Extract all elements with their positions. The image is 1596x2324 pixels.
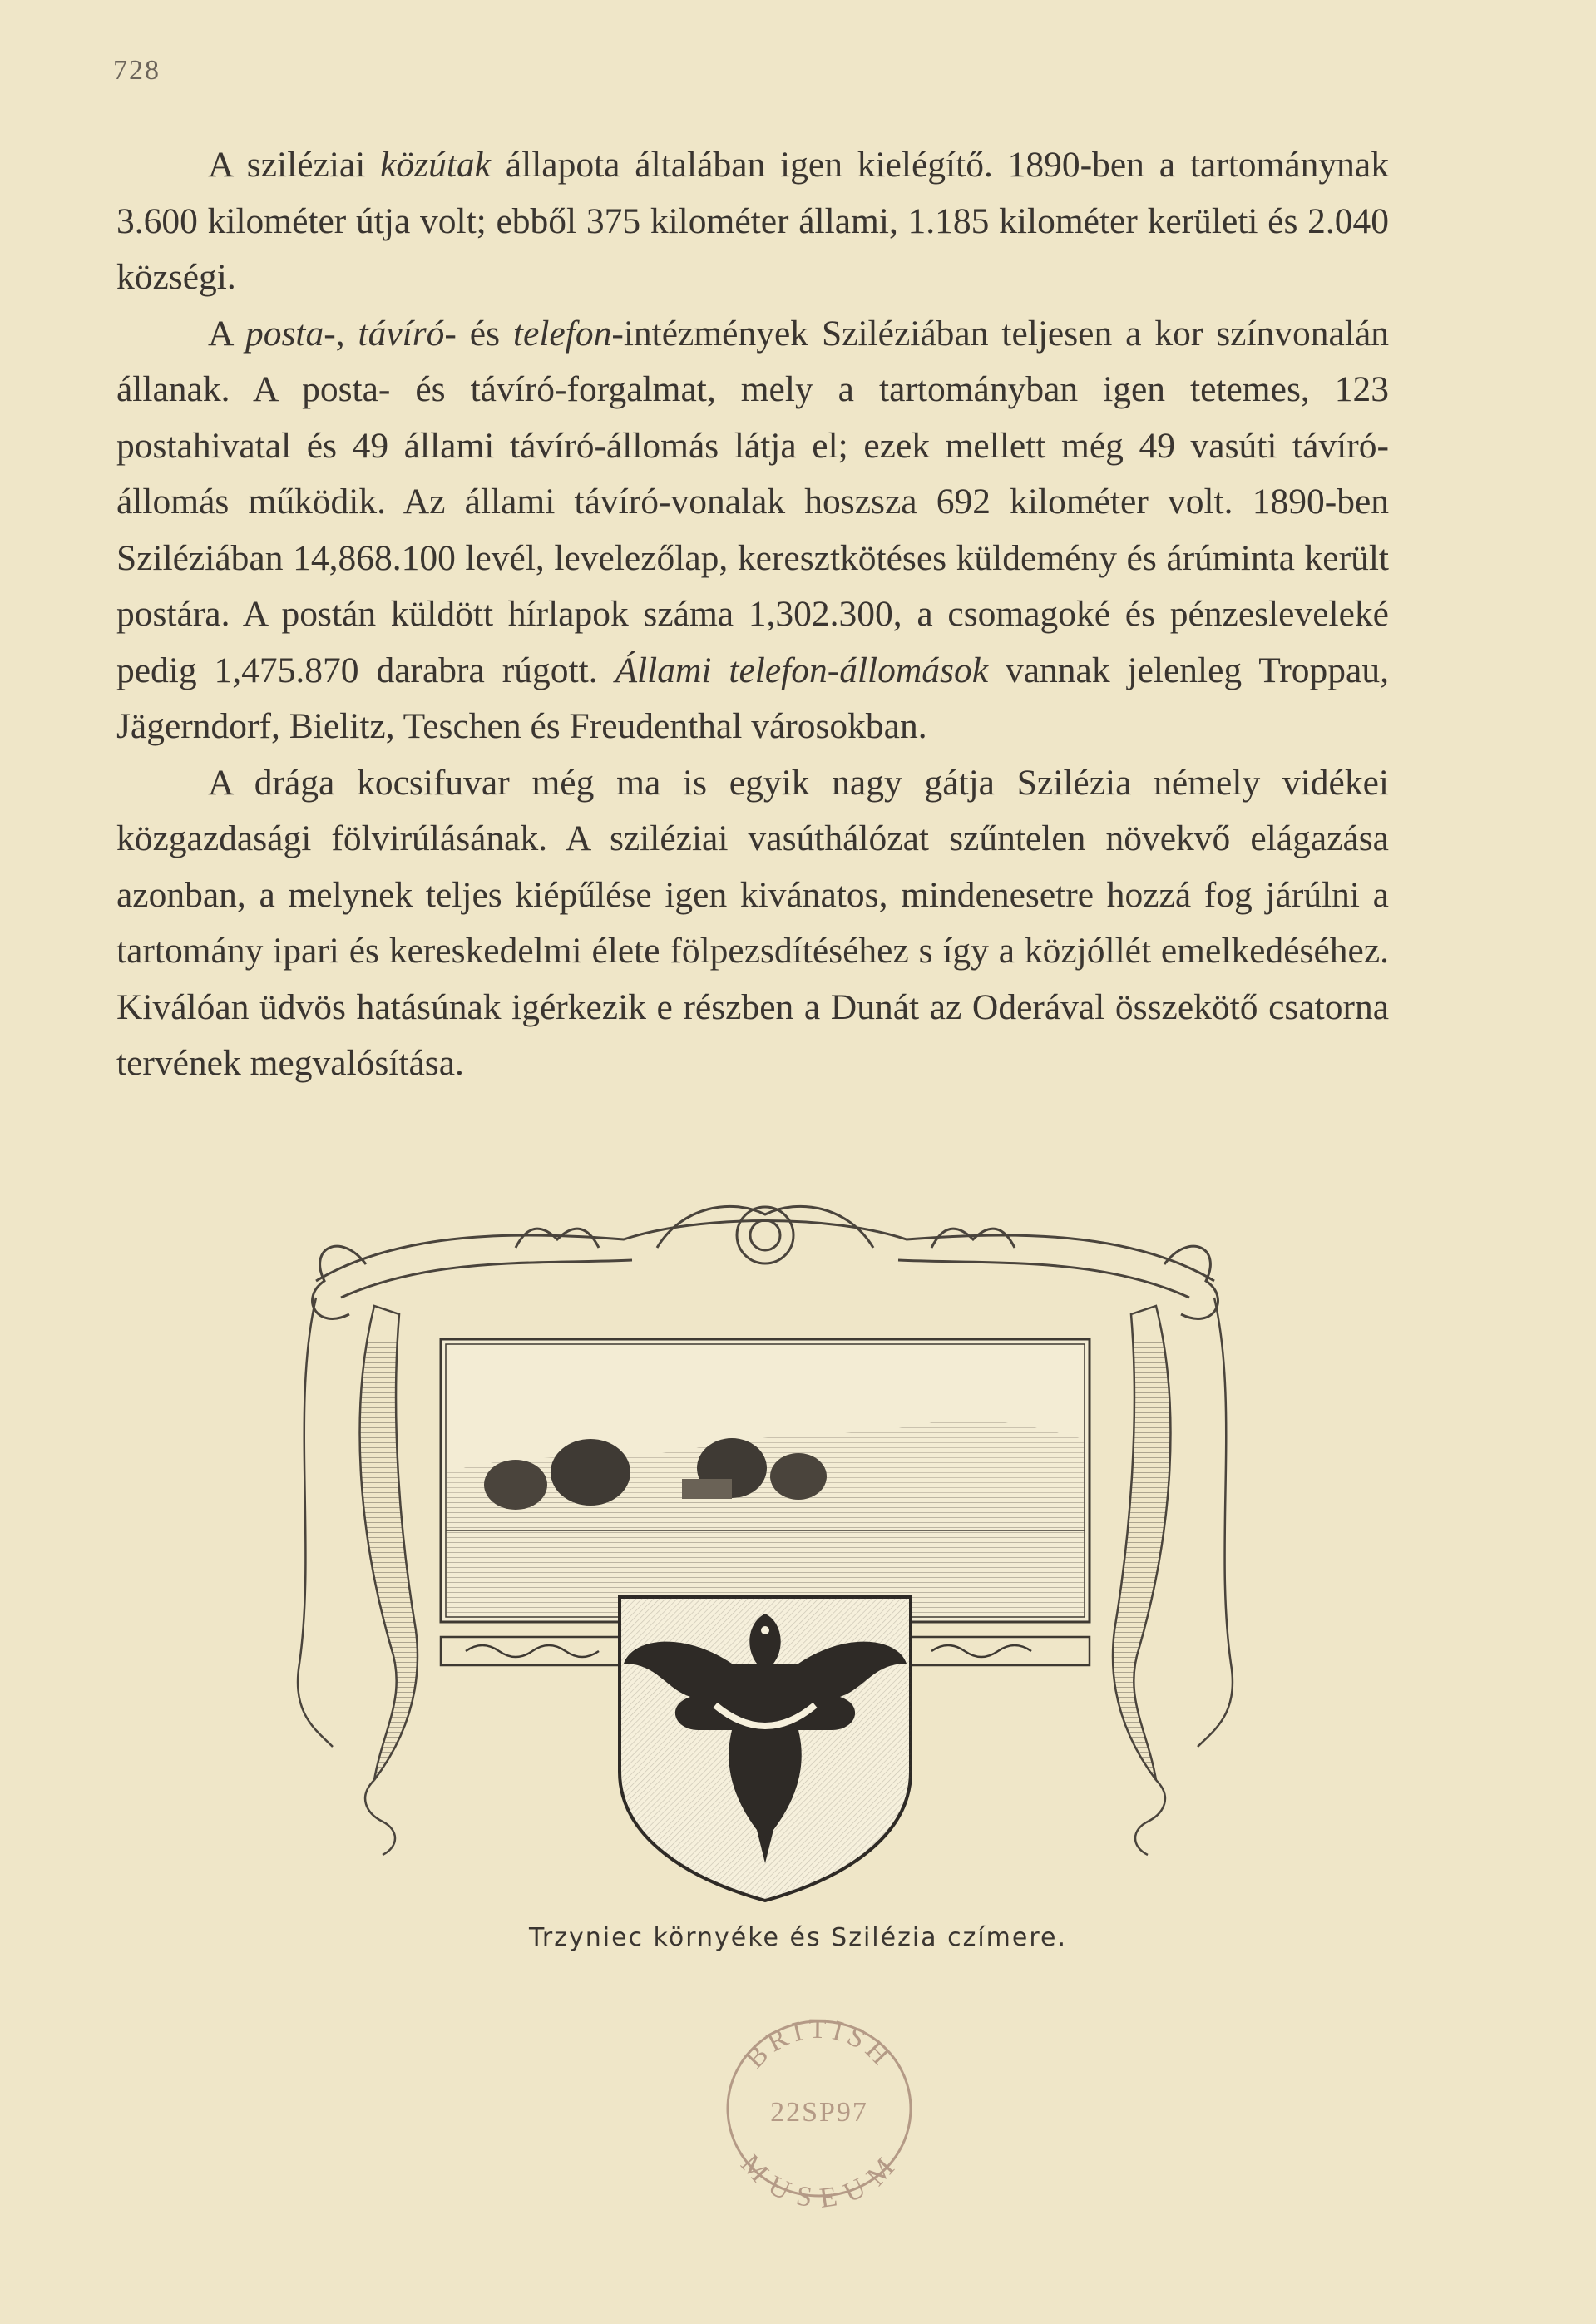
italic-term: telefon- [512,313,624,354]
italic-term: távíró- [358,313,457,354]
text-run: , [335,313,358,354]
stamp-top-text: BRITISH [739,2013,900,2074]
stamp-date: 22SP97 [770,2097,868,2128]
text-run: intézmények Sziléziában teljesen a kor színvonalán állanak. A posta- és távíró-forgalmat, mely a tartományban igen tetemes, 123 postahivatal és 49 állami távíró-állomás látja el; ezek mellett még 49 vasúti távíró-állomás működik. Az állami távíró-vonalak hoszsza 692 kilométer volt. 1890-ben Sziléziában 14,868.100 levél, levelezőlap, keresztkötéses küldemény és árúminta került postára. A postán küldött hírlapok száma 1,302.300, a csomagoké és pénzesleveleké pedig 1,475.870 darabra rúgott. [116,313,1390,690]
british-museum-stamp [711,2005,927,2213]
paragraph-2 [116,306,1389,755]
italic-term: közútak [380,145,491,185]
text-run: és [456,313,513,354]
text-run: állapota általában igen kielégítő. 1890-ben a tartománynak 3.600 kilométer útja volt; ebből 375 kilométer állami, 1.185 kilométer kerületi és 2.040 községi. [116,145,1389,297]
paragraph-3 [116,755,1389,1092]
page-number: 728 [113,55,161,86]
text-run: vannak jelenleg Troppau, Jägerndorf, Bielitz, Teschen és Freudenthal városokban. [116,650,1389,746]
italic-term: Állami telefon-állomások [615,650,989,690]
figure-caption: Trzyniec környéke és Szilézia czímere. [528,1923,1068,1952]
body-text [116,137,1389,1092]
engraving-illustration [266,1198,1264,1905]
paragraph-1 [116,137,1389,306]
landscape-picture [441,1339,1090,1622]
text-run: A drága kocsifuvar még ma is egyik nagy gátja Szilézia némely vidékei közgazdasági fölvirúlásának. A sziléziai vasúthálózat szűntelen növekvő elágazása azonban, a melynek teljes kiépűlése igen kivánatos, mindenesetre hozzá fog járúlni a tartomány ipari és kereskedelmi élete fölpezsdítéséhez s így a közjóllét emelkedéséhez. Kiválóan üdvös hatásúnak igérkezik e részben a Dunát az Oderával összekötő csatorna tervének megvalósítása. [116,762,1389,1083]
italic-term: posta- [245,313,336,354]
silesian-eagle-shield [620,1597,911,1901]
garland-top [313,1206,1218,1318]
text-run: A [208,313,245,354]
stamp-bottom-text: MUSEUM [734,2148,904,2213]
svg-text:BRITISH [739,2014,899,2074]
svg-text:MUSEUM [734,2148,903,2213]
text-run: A sziléziai [208,145,381,185]
